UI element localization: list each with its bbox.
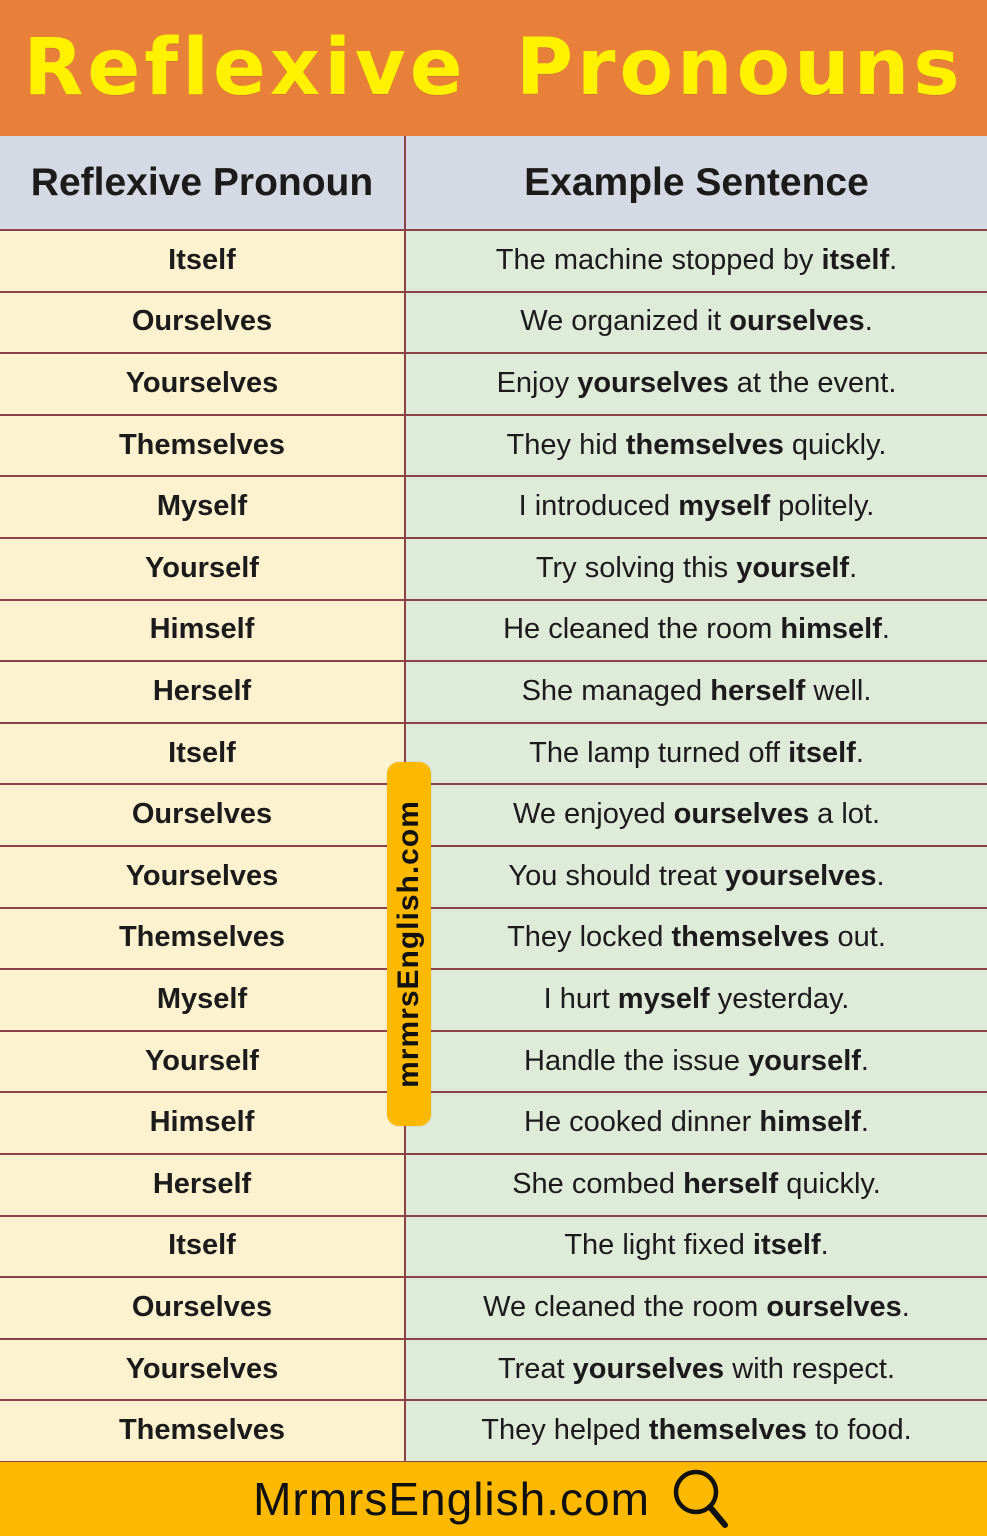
pronoun-cell (0, 539, 406, 599)
table-row (0, 970, 987, 1032)
magnifier-icon (668, 1466, 734, 1532)
pronoun-cell (0, 1155, 406, 1215)
sentence-cell (406, 1401, 987, 1461)
pronoun-cell (0, 416, 406, 476)
table-row (0, 1278, 987, 1340)
sentence-text: I introduced myself politely. (518, 490, 875, 523)
table-row (0, 601, 987, 663)
table-row (0, 1032, 987, 1094)
header-example-sentence: Example Sentence (524, 160, 869, 204)
sentence-text: The machine stopped by itself. (495, 243, 898, 276)
pronoun-label: Themselves (118, 921, 286, 954)
sentence-cell (406, 477, 987, 537)
sentence-cell (406, 1340, 987, 1400)
sentence-text: The lamp turned off itself. (529, 736, 864, 769)
sentence-cell (406, 970, 987, 1030)
pronoun-label: Herself (152, 1167, 252, 1200)
sentence-cell (406, 1093, 987, 1153)
footer-bar (0, 1462, 987, 1536)
table-row (0, 847, 987, 909)
sentence-text: They locked themselves out. (507, 921, 886, 954)
table-row (0, 909, 987, 971)
sentence-text: He cleaned the room himself. (503, 613, 890, 646)
table-row (0, 1401, 987, 1461)
pronoun-label: Ourselves (131, 798, 273, 831)
table-row (0, 1217, 987, 1279)
sentence-text: She managed herself well. (521, 675, 872, 707)
table-body (0, 231, 987, 1461)
pronoun-label: Yourselves (125, 367, 279, 400)
sentence-text: She combed herself quickly. (512, 1167, 881, 1200)
pronoun-cell (0, 970, 406, 1030)
table-header-row (0, 136, 987, 231)
sentence-cell (406, 539, 987, 599)
sentence-text: We enjoyed ourselves a lot. (512, 798, 881, 831)
sentence-cell (406, 785, 987, 845)
sentence-text: He cooked dinner himself. (524, 1106, 869, 1139)
pronoun-label: Yourself (145, 551, 259, 584)
pronoun-cell (0, 293, 406, 353)
pronoun-cell (0, 601, 406, 661)
pronoun-label: Herself (152, 675, 252, 707)
pronoun-cell (0, 1093, 406, 1153)
sentence-text: They hid themselves quickly. (506, 428, 887, 461)
sentence-cell (406, 1278, 987, 1338)
sentence-cell (406, 354, 987, 414)
pronoun-cell (0, 354, 406, 414)
pronoun-label: Myself (156, 982, 248, 1015)
pronoun-label: Ourselves (131, 1290, 273, 1323)
pronoun-cell (0, 1401, 406, 1461)
pronoun-label: Themselves (118, 428, 286, 461)
sentence-text: We cleaned the room ourselves. (483, 1290, 910, 1323)
pronoun-label: Yourselves (125, 1352, 279, 1385)
pronoun-label: Itself (168, 1229, 236, 1262)
pronoun-label: Yourselves (125, 859, 279, 892)
pronoun-cell (0, 1278, 406, 1338)
table-row (0, 1155, 987, 1217)
table-row (0, 785, 987, 847)
table-row (0, 724, 987, 786)
title-banner (0, 0, 987, 136)
pronoun-cell (0, 1340, 406, 1400)
pronoun-label: Himself (149, 1106, 255, 1139)
sentence-text: You should treat yourselves. (508, 859, 885, 892)
watermark-text: mrmrsEnglish.com (392, 800, 425, 1088)
pronoun-label: Itself (168, 243, 236, 276)
pronoun-label: Myself (156, 490, 248, 523)
pronoun-label: Ourselves (131, 305, 273, 338)
pronoun-label: Itself (168, 736, 236, 769)
pronoun-cell (0, 1217, 406, 1277)
sentence-text: I hurt myself yesterday. (543, 982, 850, 1015)
sentence-cell (406, 662, 987, 722)
sentence-text: We organized it ourselves. (520, 305, 873, 338)
table-row (0, 354, 987, 416)
header-reflexive-pronoun: Reflexive Pronoun (0, 136, 406, 229)
pronoun-cell (0, 662, 406, 722)
table-row (0, 293, 987, 355)
sentence-cell (406, 724, 987, 784)
pronoun-cell (0, 724, 406, 784)
sentence-text: Try solving this yourself. (535, 551, 858, 584)
pronoun-label: Yourself (145, 1044, 259, 1077)
sentence-text: The light fixed itself. (564, 1229, 829, 1262)
sentence-cell (406, 293, 987, 353)
vertical-watermark (387, 762, 431, 1126)
sentence-text: They helped themselves to food. (481, 1414, 912, 1447)
pronoun-cell (0, 847, 406, 907)
table-row (0, 231, 987, 293)
sentence-text: Treat yourselves with respect. (497, 1352, 896, 1385)
table-row (0, 416, 987, 478)
sentence-cell (406, 1155, 987, 1215)
table-row (0, 1093, 987, 1155)
sentence-cell (406, 416, 987, 476)
table-row (0, 1340, 987, 1402)
sentence-cell (406, 231, 987, 291)
sentence-cell (406, 847, 987, 907)
pronoun-label: Himself (149, 613, 255, 646)
footer-site-name: MrmrsEnglish.com (253, 1473, 650, 1525)
pronoun-cell (0, 1032, 406, 1092)
pronoun-cell (0, 785, 406, 845)
reflexive-pronouns-table (0, 136, 987, 1462)
pronoun-cell (0, 477, 406, 537)
sentence-text: Handle the issue yourself. (524, 1044, 869, 1077)
table-row (0, 662, 987, 724)
sentence-text: Enjoy yourselves at the event. (496, 367, 897, 400)
sentence-cell (406, 1217, 987, 1277)
page-title: Reflexive Pronouns (23, 23, 964, 113)
table-row (0, 539, 987, 601)
sentence-cell (406, 601, 987, 661)
sentence-cell (406, 1032, 987, 1092)
sentence-cell (406, 909, 987, 969)
table-row (0, 477, 987, 539)
pronoun-cell (0, 909, 406, 969)
pronoun-label: Themselves (118, 1414, 286, 1447)
pronoun-cell (0, 231, 406, 291)
